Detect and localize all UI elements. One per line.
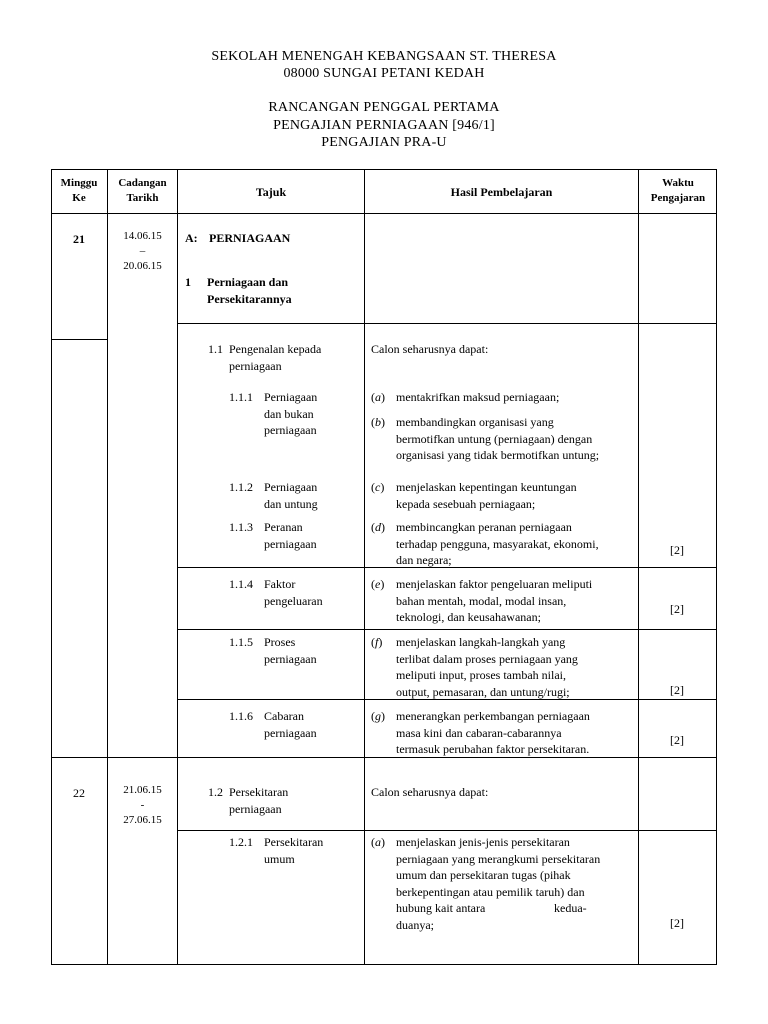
outcome-letter: a [375,390,381,404]
subtopic-title-l2: dan bukan [264,406,314,421]
row-line-1b [177,323,717,324]
subtopic-title [264,834,323,867]
chapter-title [207,274,292,307]
week-number: 22 [73,786,85,800]
school-address: 08000 SUNGAI PETANI KEDAH [283,66,485,81]
outcome-line: menjelaskan faktor pengeluaran meliputi [396,577,593,591]
date-separator: – [139,245,146,257]
subtopic-title-l1: Persekitaran [264,835,324,849]
outcome-line: menerangkan perkembangan perniagaan [396,709,590,723]
date-from: 14.06.15 [123,230,162,242]
outcome-label: (c) [371,480,385,494]
subtopic-title-l1: Perniagaan [264,390,318,404]
section-letter: A: [185,231,198,245]
outcome-line: membandingkan organisasi yang [396,415,554,429]
teaching-periods: [2] [670,683,684,697]
col-header-date-l1: Cadangan [118,177,167,189]
topic-title-l1: Persekitaran [229,785,289,799]
topic-number: 1.1 [208,342,223,356]
topic-title [229,341,321,374]
subtopic-number: 1.1.4 [229,577,253,591]
outcome-line-end: kedua- [554,901,587,915]
outcome-letter: e [375,577,381,591]
outcome-line: perniagaan yang merangkumi persekitaran [396,851,601,866]
outcome-line-justified [396,900,596,917]
outcome-text [396,414,599,464]
outcome-line: berkepentingan atau pemilik taruh) dan [396,884,585,899]
outcome-line: duanya; [396,917,434,932]
topic-title-l2: perniagaan [229,801,282,816]
section-title: PERNIAGAAN [209,231,291,245]
header-row-line [51,213,717,214]
subtopic-number: 1.2.1 [229,835,253,849]
col-header-date-l2: Tarikh [126,192,159,204]
outcome-label: (a) [371,835,385,849]
teaching-periods: [2] [670,602,684,616]
subtopic-title-l1: Perniagaan [264,480,318,494]
plan-title: RANCANGAN PENGGAL PERTAMA [268,100,500,115]
outcome-line: bahan mentah, modal, modal insan, [396,593,567,608]
chapter-title-l2: Persekitarannya [207,291,292,306]
col-header-time-l2: Pengajaran [650,192,706,204]
subtopic-number: 1.1.5 [229,635,253,649]
outcome-line: teknologi, dan keusahawanan; [396,610,541,624]
subtopic-title-l2: pengeluaran [264,593,323,608]
teaching-periods: [2] [670,733,684,747]
outcome-line: menjelaskan jenis-jenis persekitaran [396,835,570,849]
col-header-week [51,176,107,206]
col-header-topic: Tajuk [255,185,287,199]
subtopic-title-l2: perniagaan [264,725,317,740]
row-line-1 [51,339,108,340]
outcome-label: (f) [371,635,383,649]
teaching-periods: [2] [670,916,684,930]
outcome-letter: c [375,480,381,494]
outcome-text [396,479,577,512]
outcome-letter: b [375,415,381,429]
outcome-letter: f [375,635,379,649]
outcome-line: umum dan persekitaran tugas (pihak [396,868,571,882]
topic-number: 1.2 [208,785,223,799]
outcome-line: membincangkan peranan perniagaan [396,520,572,534]
col-header-time [639,176,717,206]
col-header-time-l1: Waktu [662,177,694,189]
outcome-line: bermotifkan untung (perniagaan) dengan [396,431,593,446]
subtopic-title-l1: Peranan [264,520,303,534]
subtopic-number: 1.1.2 [229,480,253,494]
subtopic-title [264,576,323,609]
subject-title: PENGAJIAN PERNIAGAAN [946/1] [273,118,495,133]
teaching-periods: [2] [670,543,684,557]
col-header-week-l1: Minggu [60,177,98,189]
outcome-line: menjelaskan langkah-langkah yang [396,635,566,649]
outcome-line: terlibat dalam proses perniagaan yang [396,651,578,666]
school-name: SEKOLAH MENENGAH KEBANGSAAN ST. THERESA [211,49,557,64]
outcome-line: organisasi yang tidak bermotifkan untung; [396,448,600,462]
subtopic-number: 1.1.1 [229,390,253,404]
subtopic-title [264,389,317,439]
subtopic-title-l2: umum [264,851,295,866]
outcome-line: dan negara; [396,553,452,567]
subtopic-title-l1: Cabaran [264,709,304,723]
outcome-text [396,519,599,569]
col-divider-week [107,169,108,965]
outcome-line: termasuk perubahan faktor persekitaran. [396,742,590,756]
outcome-label: (d) [371,520,385,534]
outcome-intro: Calon seharusnya dapat: [371,342,489,356]
topic-title-l2: perniagaan [229,358,282,373]
outcome-text [396,576,592,626]
outcome-letter: g [375,709,381,723]
level-title: PENGAJIAN PRA-U [321,135,447,150]
outcome-text [396,389,559,406]
col-header-week-l2: Ke [72,192,86,204]
outcome-line: meliputi input, proses tambah nilai, [396,668,566,682]
subtopic-title [264,708,317,741]
row-line-5 [51,757,717,758]
week-dates [108,783,177,828]
chapter-number: 1 [185,275,191,289]
subtopic-number: 1.1.6 [229,709,253,723]
topic-title-l1: Pengenalan kepada [229,342,322,356]
outcome-label: (a) [371,390,385,404]
outcome-text [396,634,578,700]
outcome-line: masa kini dan cabaran-cabarannya [396,725,562,740]
subtopic-title [264,634,317,667]
date-from: 21.06.15 [123,784,162,796]
outcome-text [396,834,600,933]
date-to: 27.06.15 [123,814,162,826]
subtopic-title-l2: perniagaan [264,651,317,666]
outcome-line: terhadap pengguna, masyarakat, ekonomi, [396,536,599,551]
outcome-line: kepada sesebuah perniagaan; [396,496,536,511]
week-dates [108,229,177,274]
outcome-text [396,708,590,758]
subtopic-title-l1: Faktor [264,577,296,591]
col-header-date [108,176,177,206]
outcome-label: (b) [371,415,385,429]
subtopic-title-l3: perniagaan [264,423,317,437]
subtopic-title [264,479,318,512]
outcome-line: mentakrifkan maksud perniagaan; [396,390,560,404]
subtopic-number: 1.1.3 [229,520,253,534]
topic-title [229,784,288,817]
date-separator: - [140,799,145,811]
outcome-label: (g) [371,709,385,723]
row-line-3 [177,629,717,630]
date-to: 20.06.15 [123,260,162,272]
subtopic-title [264,519,317,552]
outcome-line: menjelaskan kepentingan keuntungan [396,480,577,494]
row-line-6 [177,830,717,831]
col-header-outcome: Hasil Pembelajaran [450,185,553,199]
outcome-intro: Calon seharusnya dapat: [371,785,489,799]
subtopic-title-l2: dan untung [264,496,318,511]
subtopic-title-l2: perniagaan [264,536,317,551]
outcome-line: hubung kait antara [396,901,486,915]
outcome-letter: a [375,835,381,849]
outcome-letter: d [375,520,381,534]
chapter-title-l1: Perniagaan dan [207,275,289,289]
subtopic-title-l1: Proses [264,635,296,649]
week-number: 21 [73,232,85,246]
outcome-label: (e) [371,577,385,591]
outcome-line: output, pemasaran, dan untung/rugi; [396,684,570,699]
